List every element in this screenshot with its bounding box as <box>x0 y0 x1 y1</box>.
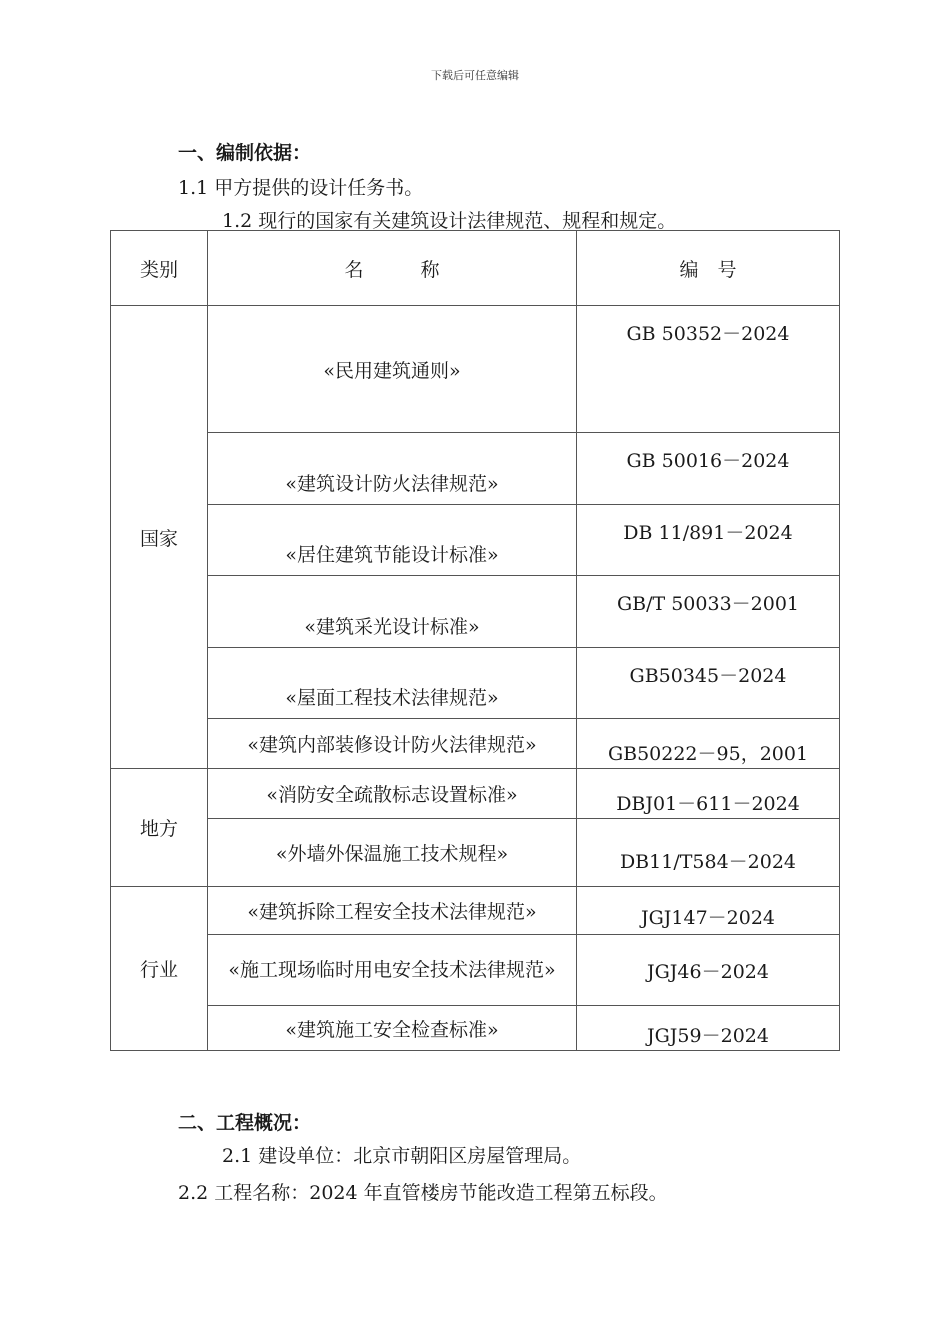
standard-name: «屋面工程技术法律规范» <box>208 648 577 719</box>
table-row <box>111 887 840 935</box>
header-name: 名 称 <box>208 231 577 306</box>
table-row <box>111 306 840 433</box>
table-row <box>111 769 840 819</box>
standard-name: «消防安全疏散标志设置标准» <box>208 769 577 819</box>
standard-name: «居住建筑节能设计标准» <box>208 505 577 576</box>
standard-name: «民用建筑通则» <box>208 306 577 433</box>
standard-code: DB 11/891－2024 <box>577 505 840 576</box>
section1-title: 一、编制依据： <box>178 142 312 164</box>
section1-paragraph-2: 1.2 现行的国家有关建筑设计法律规范、规程和规定。 <box>222 210 677 232</box>
table-row <box>111 576 840 648</box>
table-row <box>111 819 840 887</box>
standard-code: GB 50352－2024 <box>577 306 840 433</box>
standard-code: GB/T 50033－2001 <box>577 576 840 648</box>
header-category: 类别 <box>111 231 208 306</box>
header-note: 下载后可任意编辑 <box>431 69 519 82</box>
table-row <box>111 505 840 576</box>
standard-name: «建筑采光设计标准» <box>208 576 577 648</box>
standard-name: «建筑拆除工程安全技术法律规范» <box>208 887 577 935</box>
standard-name: «建筑设计防火法律规范» <box>208 433 577 505</box>
standard-code: DBJ01－611－2024 <box>577 769 840 819</box>
standard-name: «施工现场临时用电安全技术法律规范» <box>208 935 577 1006</box>
category-local: 地方 <box>111 769 208 887</box>
section1-paragraph-1: 1.1 甲方提供的设计任务书。 <box>178 177 424 199</box>
standards-table <box>110 230 840 1051</box>
standard-code: GB50222－95，2001 <box>577 719 840 769</box>
standard-code: GB 50016－2024 <box>577 433 840 505</box>
table-row <box>111 433 840 505</box>
section2-paragraph-1: 2.1 建设单位：北京市朝阳区房屋管理局。 <box>222 1145 582 1167</box>
category-national: 国家 <box>111 306 208 769</box>
category-industry: 行业 <box>111 887 208 1051</box>
table-row <box>111 719 840 769</box>
section2-paragraph-2: 2.2 工程名称：2024 年直管楼房节能改造工程第五标段。 <box>178 1182 668 1204</box>
standard-name: «建筑施工安全检查标准» <box>208 1006 577 1051</box>
header-code: 编 号 <box>577 231 840 306</box>
standard-code: DB11/T584－2024 <box>577 819 840 887</box>
standard-code: JGJ147－2024 <box>577 887 840 935</box>
standard-name: «外墙外保温施工技术规程» <box>208 819 577 887</box>
table-row <box>111 648 840 719</box>
table-row <box>111 935 840 1006</box>
standard-name: «建筑内部装修设计防火法律规范» <box>208 719 577 769</box>
section2-title: 二、工程概况： <box>178 1112 312 1134</box>
table-row <box>111 1006 840 1051</box>
standard-code: GB50345－2024 <box>577 648 840 719</box>
standard-code: JGJ59－2024 <box>577 1006 840 1051</box>
table-header-row <box>111 231 840 306</box>
standard-code: JGJ46－2024 <box>577 935 840 1006</box>
